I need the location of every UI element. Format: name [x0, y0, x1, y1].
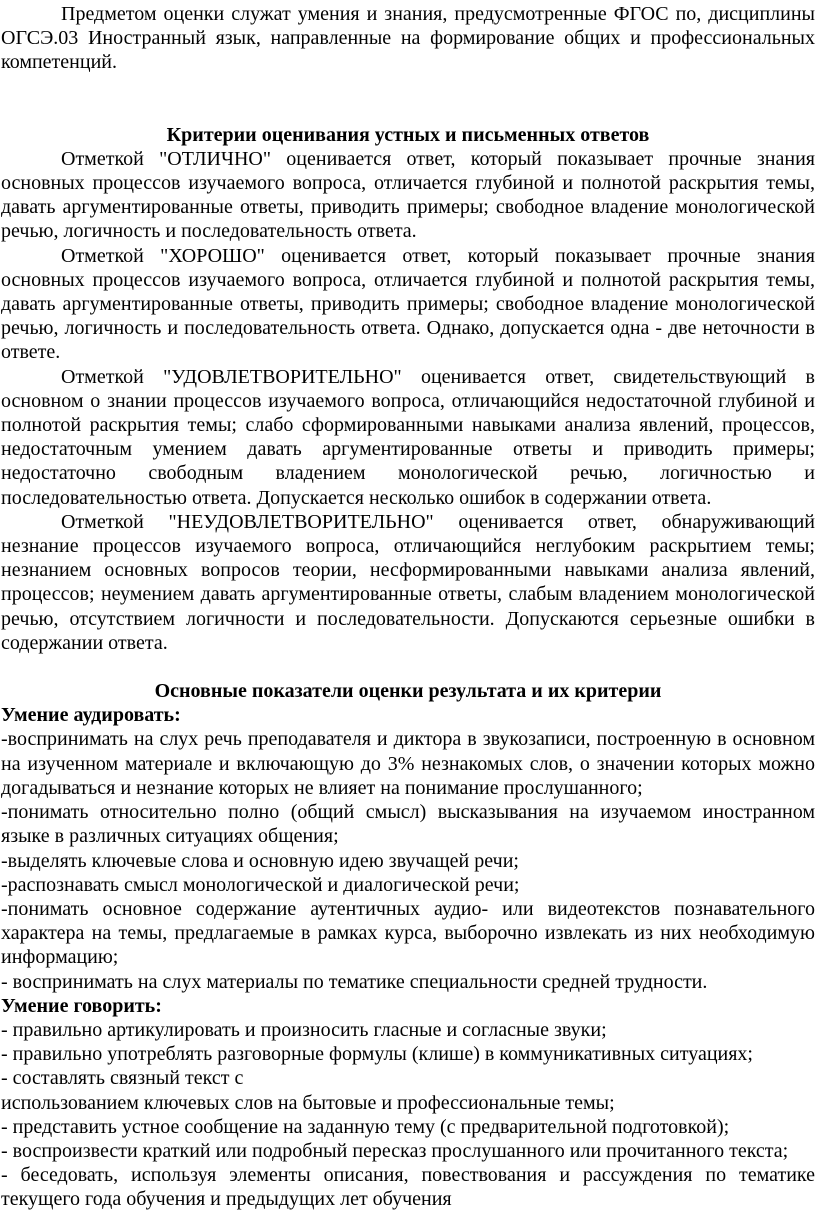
speaking-item: - правильно артикулировать и произносить гласные и согласные звуки; [1, 1018, 607, 1041]
speaking-item: - воспроизвести краткий или подробный пересказ прослушанного или прочитанного текста; [1, 1139, 789, 1162]
intro-paragraph: Предметом оценки служат умения и знания, предусмотренные ФГОС по, дисциплины ОГСЭ.03 Иностранный язык, направленные на формирование общих и профессиональных компетенций. [1, 3, 815, 74]
speaking-item: - правильно употреблять разговорные формулы (клише) в коммуникативных ситуациях; [1, 1043, 753, 1066]
criteria-good: Отметкой "ХОРОШО" оценивается ответ, который показывает прочные знания основных процессов изучаемого вопроса, отличается глубиной и полнотой раскрытия темы, давать аргументированные ответы, приводить примеры; свободное владение монологической речью, логичность и последовательность ответа. Однако, допускается одна - две неточности в ответе. [1, 244, 815, 364]
speaking-item: использованием ключевых слов на бытовые и профессиональные темы; [1, 1091, 615, 1114]
spacer [1, 655, 815, 679]
criteria-unsatisfactory: Отметкой "НЕУДОВЛЕТВОРИТЕЛЬНО" оценивается ответ, обнаруживающий незнание процессов изучаемого вопроса, отличающийся неглубоким раскрытием темы; незнанием основных вопросов теории, несформированными навыками анализа явлений, процессов; неумением давать аргументированные ответы, слабым владением монологической речью, отсутствием логичности и последовательности. Допускаются серьезные ошибки в содержании ответа. [1, 510, 815, 654]
criteria-satisfactory: Отметкой "УДОВЛЕТВОРИТЕЛЬНО" оценивается ответ, свидетельствующий в основном о знании процессов изучаемого вопроса, отличающийся недостаточной глубиной и полнотой раскрытия темы; слабо сформированными навыками анализа явлений, процессов, недостаточным умением давать аргументированные ответы и приводить примеры; недостаточно свободным владением монологической речью, логичностью и последовательностью ответа. Допускается несколько ошибок в содержании ответа. [1, 365, 815, 509]
speaking-item: - представить устное сообщение на заданную тему (с предварительной подготовкой); [1, 1115, 730, 1138]
listening-item: - воспринимать на слух материалы по тематике специальности средней трудности. [1, 970, 708, 993]
listening-item: -понимать основное содержание аутентичных аудио- или видеотекстов познавательного характера на темы, предлагаемые в рамках курса, выборочно извлекать из них необходимую информацию; [1, 897, 815, 969]
listening-item: -выделять ключевые слова и основную идею звучащей речи; [1, 849, 519, 872]
criteria-excellent: Отметкой "ОТЛИЧНО" оценивается ответ, который показывает прочные знания основных процессов изучаемого вопроса, отличается глубиной и полнотой раскрытия темы, давать аргументированные ответы, приводить примеры; свободное владение монологической речью, логичность и последовательность ответа. [1, 147, 815, 243]
listening-item: -понимать относительно полно (общий смысл) высказывания на изучаемом иностранном языке в различных ситуациях общения; [1, 801, 815, 848]
listening-item: -воспринимать на слух речь преподавателя и диктора в звукозаписи, построенную в основном на изученном материале и включающую до 3% незнакомых слов, о значении которых можно догадываться и незнание которых не влияет на понимание прослушанного; [1, 728, 815, 799]
speaking-item: - беседовать, используя элементы описания, повествования и рассуждения по тематике текущего года обучения и предыдущих лет обучения [1, 1164, 815, 1211]
speaking-heading: Умение говорить: [1, 994, 162, 1017]
spacer [1, 75, 815, 123]
listening-item: -распознавать смысл монологической и диалогической речи; [1, 873, 520, 896]
indicators-heading: Основные показатели оценки результата и их критерии [154, 680, 662, 703]
listening-heading: Умение аудировать: [1, 704, 181, 727]
speaking-item: - составлять связный текст с [1, 1067, 244, 1090]
criteria-heading: Критерии оценивания устных и письменных ответов [166, 123, 650, 146]
